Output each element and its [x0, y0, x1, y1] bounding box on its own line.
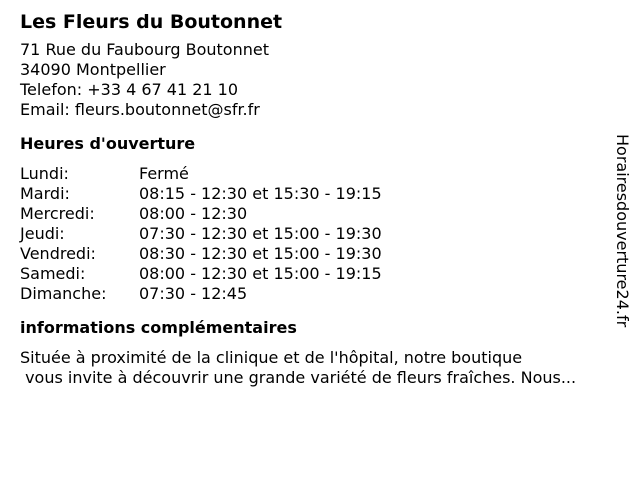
info-title: informations complémentaires	[20, 318, 297, 337]
hours-value: 08:00 - 12:30	[139, 204, 248, 223]
shop-name: Les Fleurs du Boutonnet	[20, 11, 283, 33]
hours-row-samedi	[20, 264, 610, 284]
hours-value: Fermé	[139, 164, 189, 183]
phone-line: Telefon: +33 4 67 41 21 10	[20, 80, 239, 99]
info-text-line-1: Située à proximité de la clinique et de l'hôpital, notre boutique	[20, 348, 523, 367]
hours-table	[20, 164, 610, 304]
watermark-site-label: Horairesdouverture24.fr	[613, 134, 632, 328]
address-street: 71 Rue du Faubourg Boutonnet	[20, 40, 269, 59]
hours-row-vendredi	[20, 244, 610, 264]
hours-day: Vendredi:	[20, 244, 96, 263]
hours-day: Mardi:	[20, 184, 70, 203]
hours-row-lundi	[20, 164, 610, 184]
hours-day: Lundi:	[20, 164, 69, 183]
hours-day: Mercredi:	[20, 204, 95, 223]
hours-value: 08:30 - 12:30 et 15:00 - 19:30	[139, 244, 382, 263]
hours-day: Samedi:	[20, 264, 86, 283]
hours-value: 08:00 - 12:30 et 15:00 - 19:15	[139, 264, 382, 283]
email-line: Email: fleurs.boutonnet@sfr.fr	[20, 100, 260, 119]
hours-row-dimanche	[20, 284, 610, 304]
hours-day: Dimanche:	[20, 284, 107, 303]
hours-row-jeudi	[20, 224, 610, 244]
hours-title: Heures d'ouverture	[20, 134, 196, 153]
hours-row-mardi	[20, 184, 610, 204]
hours-row-mercredi	[20, 204, 610, 224]
hours-value: 07:30 - 12:45	[139, 284, 248, 303]
address-city: 34090 Montpellier	[20, 60, 166, 79]
hours-day: Jeudi:	[20, 224, 65, 243]
hours-value: 08:15 - 12:30 et 15:30 - 19:15	[139, 184, 382, 203]
hours-value: 07:30 - 12:30 et 15:00 - 19:30	[139, 224, 382, 243]
info-text-line-2: vous invite à découvrir une grande variété de fleurs fraîches. Nous...	[20, 368, 577, 387]
shop-card	[20, 10, 610, 388]
